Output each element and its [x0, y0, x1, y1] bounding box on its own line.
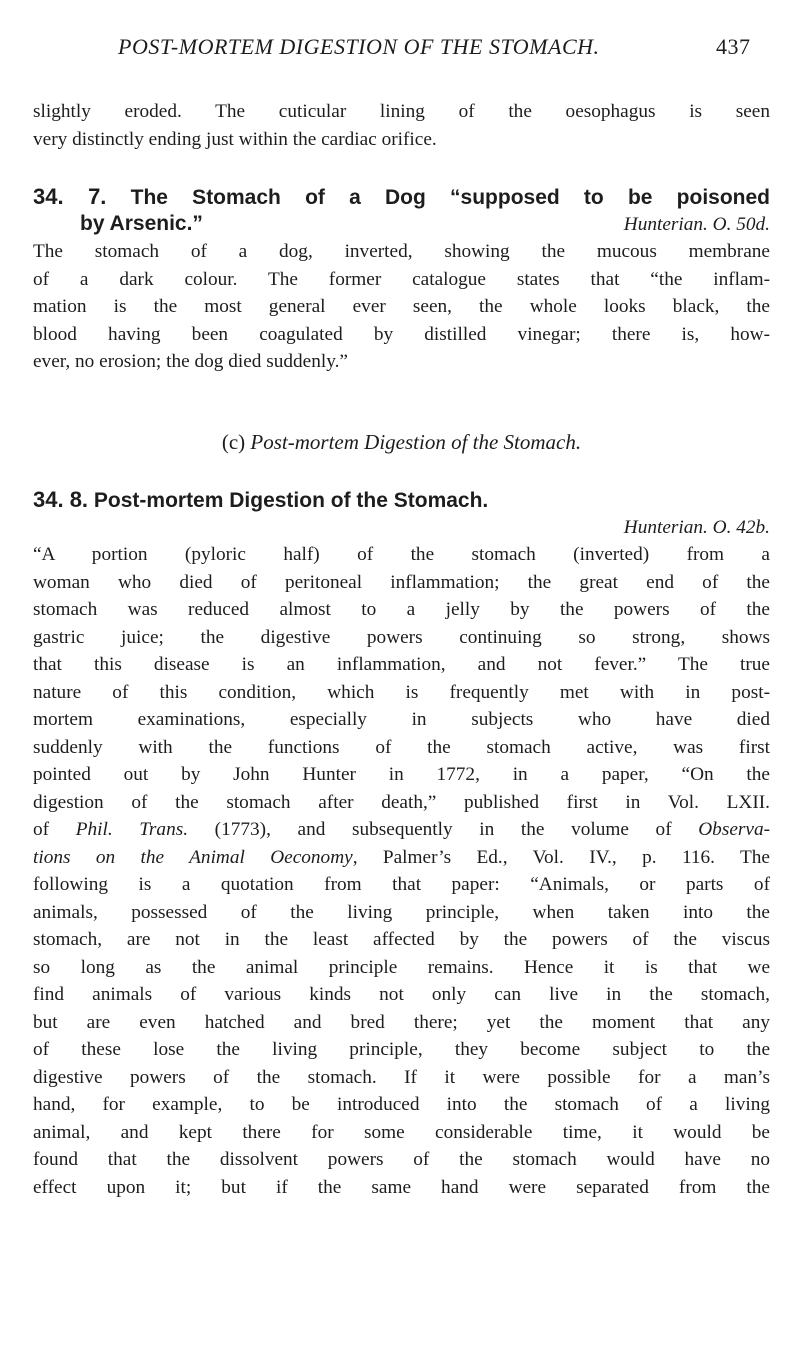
- text-line: very distinctly ending just within the cardiac orifice.: [33, 129, 437, 150]
- text-line: The stomach of a dog, inverted, showing the mucous membrane: [33, 241, 770, 262]
- entry-number: 34. 7.: [33, 184, 107, 209]
- text-line: slightly eroded. The cuticular lining of the oesophagus is seen: [33, 101, 770, 122]
- text-line: woman who died of peritoneal inflammation; the great end of the: [33, 571, 770, 593]
- text-line: but are even hatched and bred there; yet the moment that any: [33, 1011, 770, 1033]
- section-heading: [33, 429, 770, 457]
- text-line: pointed out by John Hunter in 1772, in a paper, “On the: [33, 764, 770, 785]
- entry-title: Post-mortem Digestion of the Stomach.: [93, 489, 489, 512]
- text-line: following is a quotation from that paper: “Animals, or parts of: [33, 874, 770, 895]
- text-line: find animals of various kinds not only can live in the stomach,: [33, 984, 770, 1005]
- text-line: ever, no erosion; the dog died suddenly.”: [33, 351, 348, 372]
- text-line: digestion of the stomach after death,” published first in Vol. LXII.: [33, 791, 770, 813]
- text-line: so long as the animal principle remains. Hence it is that we: [33, 956, 770, 978]
- text-line: suddenly with the functions of the stomach active, was first: [33, 736, 770, 758]
- catalogue-reference: Hunterian. O. 42b.: [623, 517, 770, 538]
- text-line: that this disease is an inflammation, and not fever.” The true: [33, 654, 770, 675]
- text-line: stomach, are not in the least affected by the powers of the viscus: [33, 929, 770, 950]
- text-line: mation is the most general ever seen, the whole looks black, the: [33, 296, 770, 317]
- text-line: digestive powers of the stomach. If it were possible for a man’s: [33, 1066, 770, 1088]
- text-line: stomach was reduced almost to a jelly by the powers of the: [33, 599, 770, 620]
- catalogue-reference: Hunterian. O. 50d.: [623, 214, 770, 235]
- entry-heading: [33, 183, 770, 212]
- entry-heading: [33, 486, 770, 515]
- section-title: Post-mortem Digestion of the Stomach.: [250, 430, 582, 454]
- entry-title: The Stomach of a Dog “supposed to be poisoned: [130, 186, 770, 209]
- text-line: animals, possessed of the living principle, when taken into the: [33, 901, 770, 923]
- text-line: of Phil. Trans. (1773), and subsequently in the volume of Observa-: [33, 819, 770, 840]
- text-line: blood having been coagulated by distilled vinegar; there is, how-: [33, 323, 770, 345]
- entry-heading-cont: by Arsenic.”: [80, 212, 203, 235]
- text-line: of a dark colour. The former catalogue states that “the inflam-: [33, 268, 770, 290]
- text-line: mortem examinations, especially in subjects who have died: [33, 709, 770, 730]
- section-label: (c): [221, 430, 246, 454]
- text-line: gastric juice; the digestive powers continuing so strong, shows: [33, 626, 770, 648]
- text-line: tions on the Animal Oeconomy, Palmer’s Ed., Vol. IV., p. 116. The: [33, 846, 770, 868]
- text-line: hand, for example, to be introduced into the stomach of a living: [33, 1094, 770, 1115]
- text-line: animal, and kept there for some considerable time, it would be: [33, 1121, 770, 1143]
- entry-number: 34. 8.: [33, 487, 89, 512]
- text-line: nature of this condition, which is frequently met with in post-: [33, 681, 770, 703]
- running-title: POST-MORTEM DIGESTION OF THE STOMACH.: [118, 34, 600, 59]
- text-line: effect upon it; but if the same hand were separated from the: [33, 1176, 770, 1198]
- text-line: found that the dissolvent powers of the stomach would have no: [33, 1149, 770, 1170]
- page-number: 437: [716, 34, 751, 59]
- text-line: of these lose the living principle, they become subject to the: [33, 1039, 770, 1060]
- text-line: “A portion (pyloric half) of the stomach (inverted) from a: [33, 544, 770, 565]
